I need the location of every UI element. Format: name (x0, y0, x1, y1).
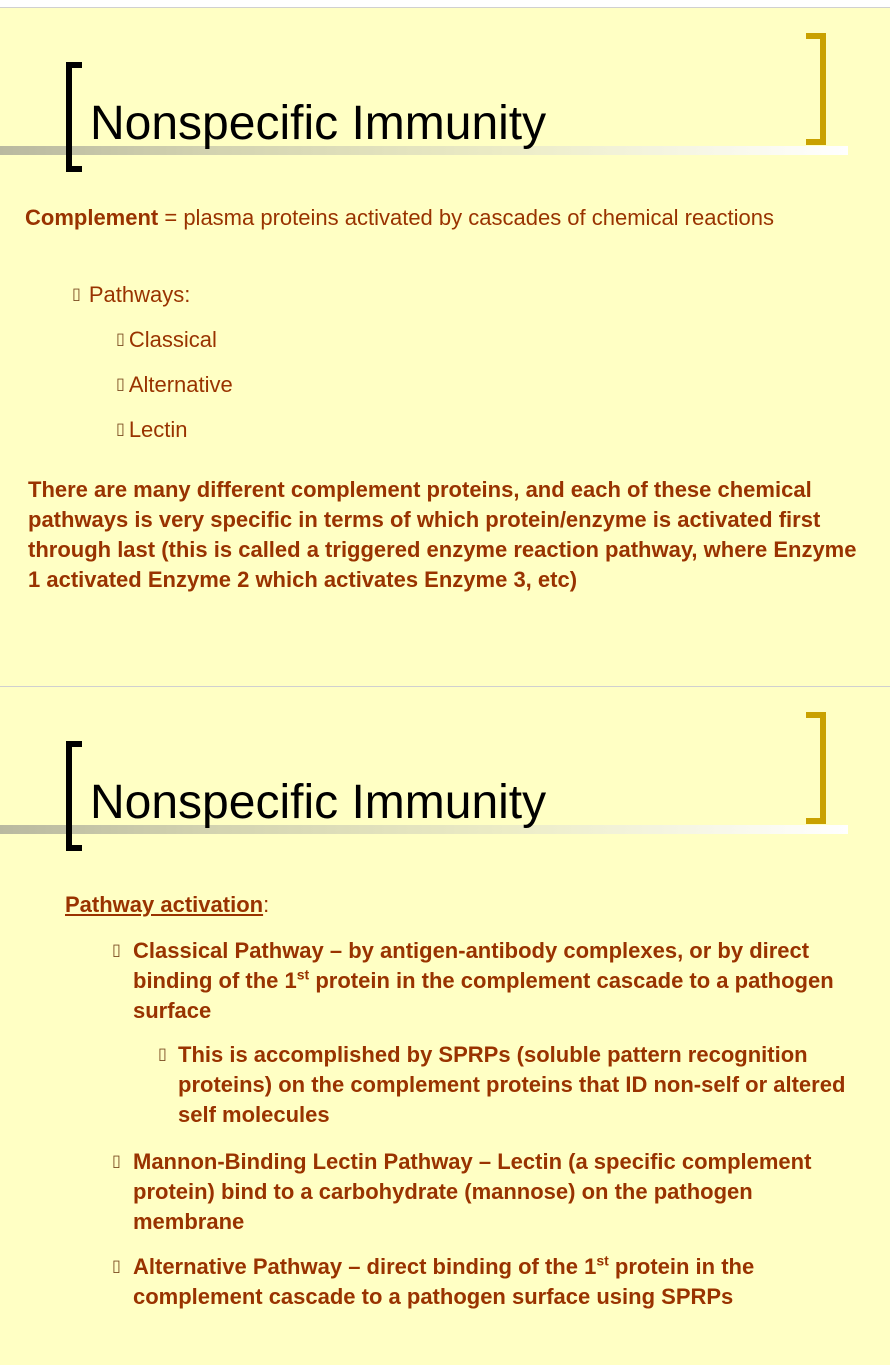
pathway-label: Alternative (128, 372, 233, 397)
bullet-icon: ▯ (112, 1153, 121, 1170)
bullet-icon: ▯ (116, 376, 125, 393)
bullet-icon: ▯ (112, 942, 121, 959)
classical-pathway-text (133, 936, 852, 1026)
heading-colon: : (263, 892, 270, 917)
classical-text-part1: Classical Pathway – by antigen-antibody complexes, or by direct binding of the 1 (133, 938, 810, 993)
lectin-pathway-text: Mannon-Binding Lectin Pathway – Lectin (a specific complement protein) bind to a carbohydrate (mannose) on the pathogen membrane (133, 1149, 812, 1234)
slide-title: Nonspecific Immunity (90, 97, 547, 150)
alternative-superscript: st (596, 1252, 609, 1269)
slide-1 (0, 8, 890, 686)
alternative-pathway-item (112, 1252, 862, 1312)
bullet-icon: ▯ (72, 286, 81, 303)
pathway-label: Lectin (128, 417, 188, 442)
alternative-text-part2: protein in the complement cascade to a pathogen surface using SPRPs (133, 1254, 755, 1309)
right-bracket-decoration (806, 712, 826, 824)
bullet-icon: ▯ (158, 1046, 167, 1063)
lectin-pathway-item (112, 1147, 852, 1237)
bullet-icon: ▯ (112, 1258, 121, 1275)
left-bracket-decoration (66, 741, 82, 851)
classical-text-part2: protein in the complement cascade to a pathogen surface (133, 968, 834, 1023)
cascade-paragraph: There are many different complement proteins, and each of these chemical pathways is very specific in terms of which protein/enzyme is activated first through last (this is called a triggered enzyme reaction pathway, where Enzyme 1 activated Enzyme 2 which activates Enzyme 3, etc) (28, 477, 857, 592)
complement-definition (25, 203, 825, 233)
bullet-icon: ▯ (116, 331, 125, 348)
alternative-pathway-text (133, 1252, 862, 1312)
pathway-item-alternative (116, 370, 233, 400)
sprp-note-text: This is accomplished by SPRPs (soluble pattern recognition proteins) on the complement proteins that ID non-self or altered self molecules (178, 1042, 846, 1127)
left-bracket-decoration (66, 62, 82, 172)
bullet-icon: ▯ (116, 421, 125, 438)
complement-definition-text: = plasma proteins activated by cascades of chemical reactions (158, 205, 774, 230)
slide-title: Nonspecific Immunity (90, 776, 547, 829)
classical-superscript: st (296, 966, 310, 983)
classical-pathway-item (112, 936, 852, 1026)
slide-2 (0, 687, 890, 1365)
pathway-item-lectin (116, 415, 188, 445)
pathway-activation-heading (65, 890, 269, 920)
pathway-item-classical (116, 325, 217, 355)
pathways-label: Pathways: (88, 282, 191, 307)
heading-text: Pathway activation (65, 892, 264, 917)
complement-term: Complement (25, 205, 159, 230)
alternative-text-part1: Alternative Pathway – direct binding of the 1 (133, 1254, 597, 1279)
right-bracket-decoration (806, 33, 826, 145)
pathways-label-item (72, 280, 190, 310)
pathway-label: Classical (128, 327, 217, 352)
sprp-note-item (158, 1040, 868, 1130)
